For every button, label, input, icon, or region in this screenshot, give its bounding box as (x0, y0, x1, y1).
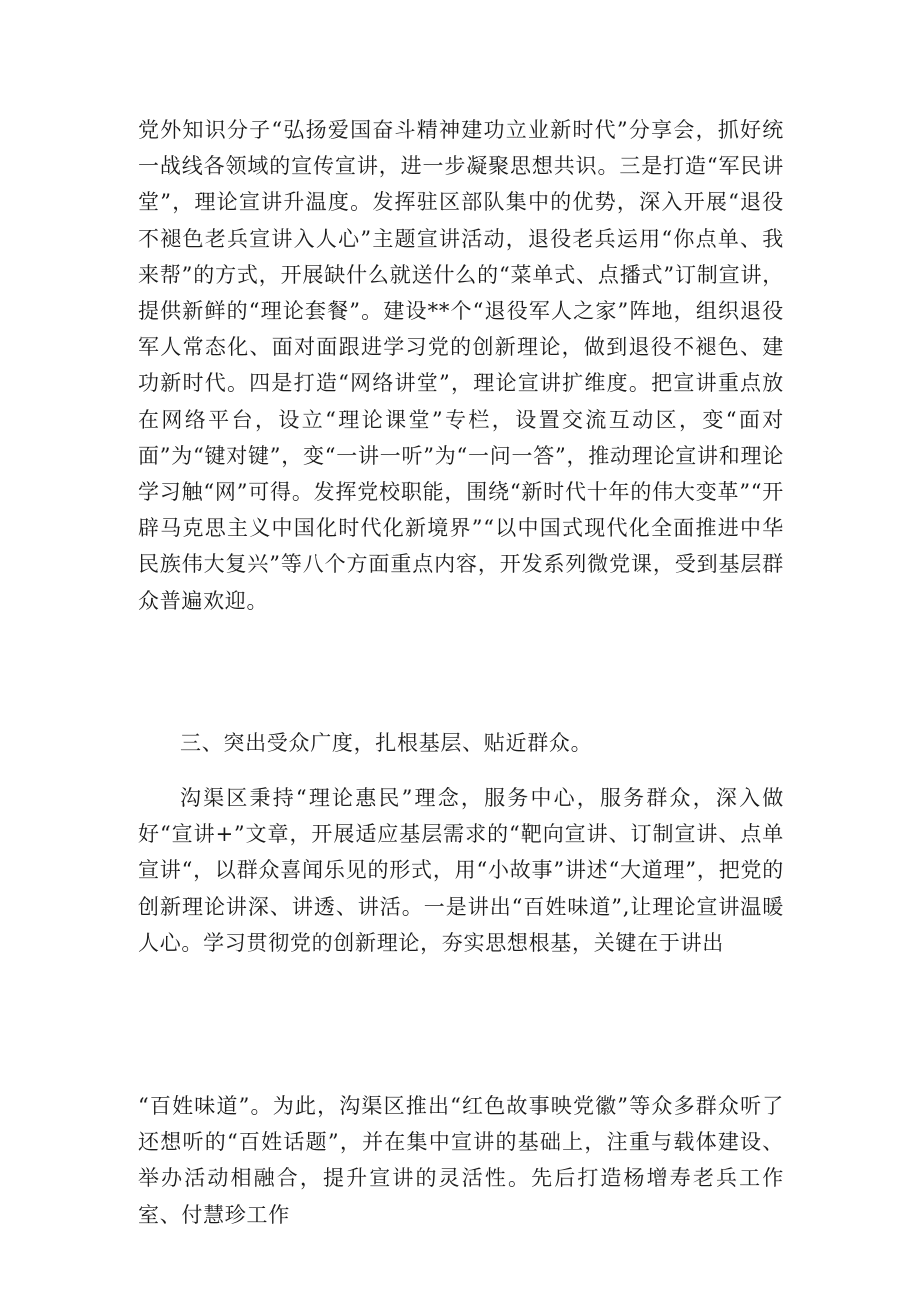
body-paragraph-2: 沟渠区秉持“理论惠民”理念，服务中心，服务群众，深入做好“宣讲+”文章，开展适应基层需求的“靶向宣讲、订制宣讲、点单宣讲“，以群众喜闻乐见的形式，用“小故事”讲述“大道理”，把党的创新理论讲深、讲透、讲活。一是讲出“百姓味道”,让理论宣讲温暖人心。学习贯彻党的创新理论，夯实思想根基，关键在于讲出 (138, 786, 784, 955)
section-heading-3: 三、突出受众广度，扎根基层、贴近群众。 (180, 731, 593, 755)
body-paragraph-3: “百姓味道”。为此，沟渠区推出“红色故事映党徽”等众多群众听了还想听的“百姓话题”，并在集中宣讲的基础上，注重与载体建设、举办活动相融合，提升宣讲的灵活性。先后打造杨增寿老兵工作室、付慧珍工作 (138, 1094, 784, 1227)
body-paragraph-1: 党外知识分子“弘扬爱国奋斗精神建功立业新时代”分享会，抓好统一战线各领域的宣传宣讲，进一步凝聚思想共识。三是打造“军民讲堂”，理论宣讲升温度。发挥驻区部队集中的优势，深入开展“退役不褪色老兵宣讲入人心”主题宣讲活动，退役老兵运用“你点单、我来帮”的方式，开展缺什么就送什么的“菜单式、点播式”订制宣讲，提供新鲜的“理论套餐”。建设**个“退役军人之家”阵地，组织退役军人常态化、面对面跟进学习党的创新理论，做到退役不褪色、建功新时代。四是打造“网络讲堂”，理论宣讲扩维度。把宣讲重点放在网络平台，设立“理论课堂”专栏，设置交流互动区，变“面对面”为“键对键”，变“一讲一听”为“一问一答”，推动理论宣讲和理论学习触“网”可得。发挥党校职能，围绕“新时代十年的伟大变革”“开辟马克思主义中国化时代化新境界”“以中国式现代化全面推进中华民族伟大复兴”等八个方面重点内容，开发系列微党课，受到基层群众普遍欢迎。 (138, 118, 784, 613)
